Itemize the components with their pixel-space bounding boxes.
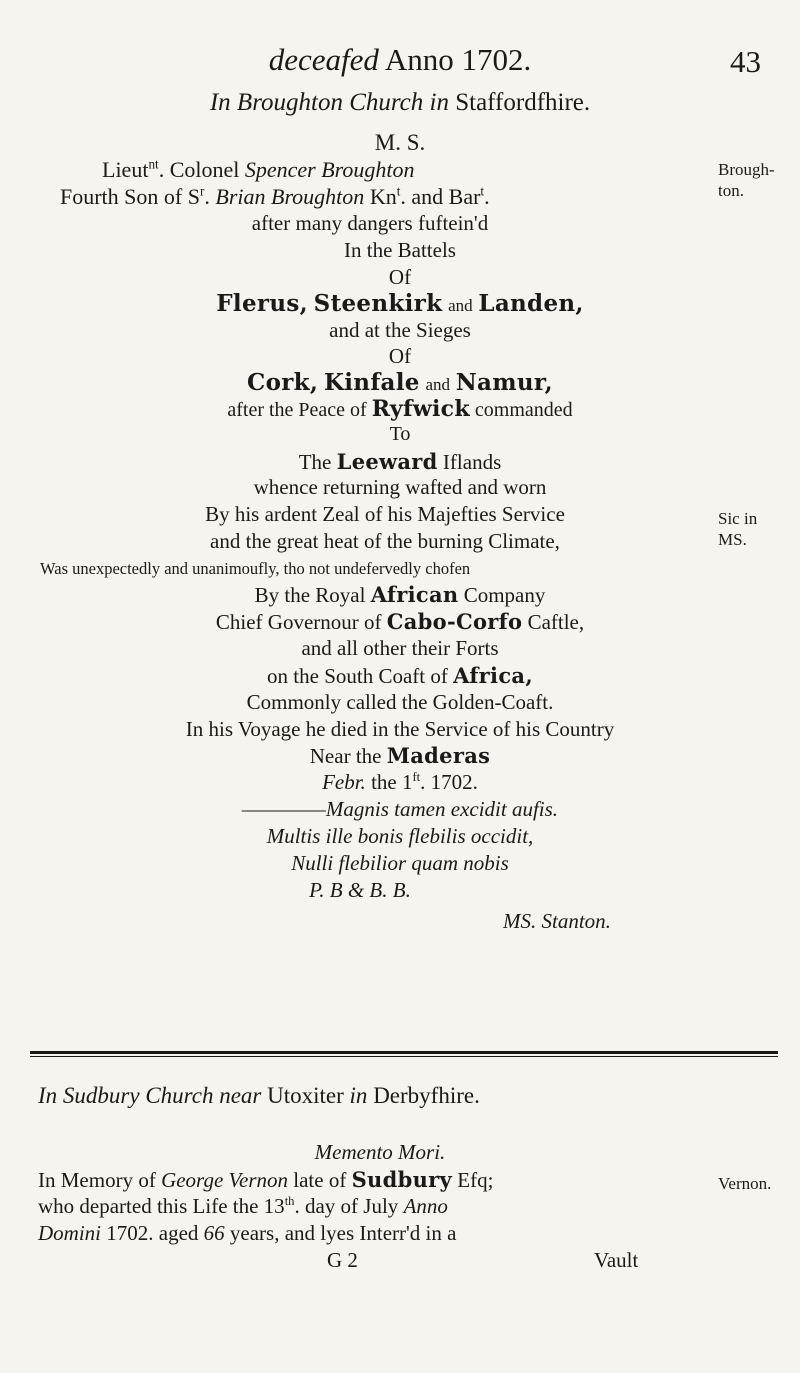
inscription-line-10: after the Peace of Ryfwick commanded (227, 396, 573, 422)
sieges-line: Cork, Kinfale and Namur, (247, 369, 553, 396)
inscription-line-22: In his Voyage he died in the Service of his Country (185, 717, 615, 741)
battles-line: Flerus, Steenkirk and Landen, (216, 290, 584, 317)
inscription-line-23: Near the Maderas (309, 743, 491, 768)
vernon-line-2: who departed this Life the 13th. day of July Anno (38, 1194, 448, 1218)
inscription-line-15: and the great heat of the burning Climate, (210, 529, 560, 553)
inscription-line-19: and all other their Forts (301, 636, 499, 660)
inscription-line-16: Was unexpectedly and unanimoufly, tho not undefervedly chofen (40, 559, 471, 578)
inscription-line-2: Fourth Son of $S^r$. Brian Broughton Kn$^t$. and Bar$^t$. (60, 183, 490, 209)
section2-heading: In Sudbury Church near Utoxiter in Derbyfhire. (38, 1083, 480, 1108)
source-note: MS. Stanton. (503, 909, 611, 933)
signature-mark: G 2 (327, 1248, 358, 1272)
header-center: Anno 1702. (384, 42, 532, 77)
inscription-line-4: In the Battels (344, 238, 456, 262)
section-divider (30, 1051, 778, 1054)
header-left: deceafed (268, 42, 379, 77)
ms-line: M. S. (374, 130, 426, 155)
page-number: 43 (730, 44, 761, 79)
inscription-line-21: Commonly called the Golden-Coaft. (246, 690, 554, 714)
margin-note-vernon: Vernon. (718, 1174, 772, 1193)
memento-mori: Memento Mori. (314, 1140, 446, 1164)
inscription-line-13: whence returning wafted and worn (253, 475, 547, 499)
catchword: Vault (594, 1248, 639, 1272)
inscription-line-3: after many dangers fuftein'd (251, 211, 489, 235)
initials-line: P. B & B. B. (309, 878, 411, 902)
inscription-line-14: By his ardent Zeal of his Majefties Service (205, 502, 565, 526)
inscription-line-24: Febr. the $1^{ft}$. 1702. (322, 770, 478, 794)
inscription-line-7: and at the Sieges (329, 318, 471, 342)
inscription-line-11: To (389, 423, 411, 445)
inscription-line-1: Lieut$^{nt}$. Colonel Spencer Broughton (102, 156, 415, 182)
latin-line-2: Multis ille bonis flebilis occidit, (266, 824, 534, 848)
inscription-line-17: By the Royal African Company (254, 582, 546, 607)
inscription-line-8: Of (388, 344, 412, 368)
margin-note-broughton: Brough- ton. (718, 160, 775, 200)
inscription-line-18: Chief Governour of Cabo-Corfo Caftle, (215, 609, 585, 634)
inscription-line-20: on the South Coaft of Africa, (267, 663, 533, 688)
section-divider-thin (30, 1056, 778, 1057)
latin-line-1: ————Magnis tamen excidit aufis. (241, 797, 559, 821)
inscription-line-5: Of (388, 265, 412, 289)
section1-heading: In Broughton Church in Staffordfhire. (209, 89, 591, 116)
inscription-line-12: The Leeward Iflands (298, 449, 502, 474)
margin-note-sic: Sic in MS. (718, 509, 758, 549)
vernon-line-3: Domini 1702. aged 66 years, and lyes Interr'd in a (38, 1221, 457, 1245)
latin-line-3: Nulli flebilior quam nobis (291, 851, 509, 875)
running-header (0, 42, 800, 79)
vernon-line-1: In Memory of George Vernon late of Sudbury Efq; (38, 1167, 494, 1192)
